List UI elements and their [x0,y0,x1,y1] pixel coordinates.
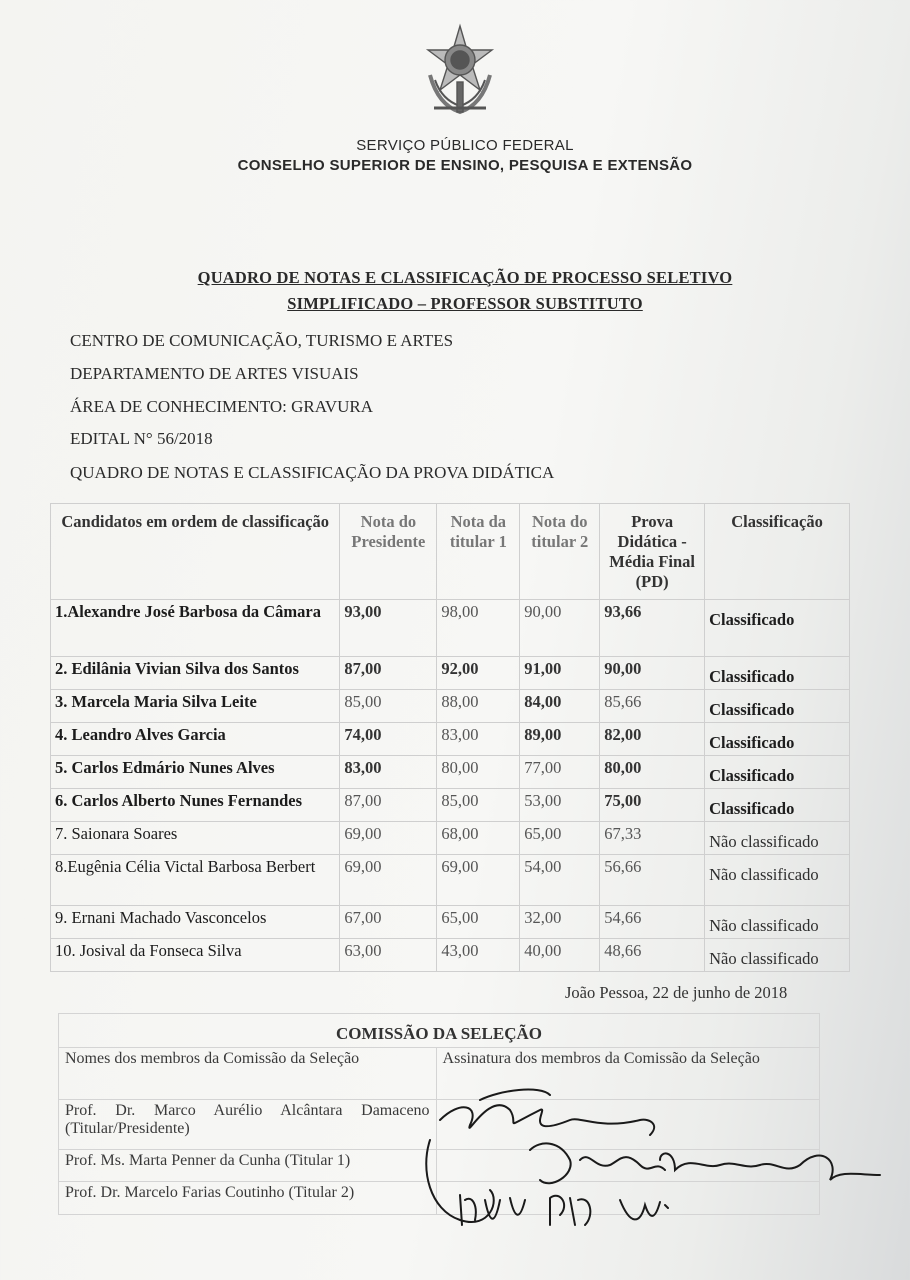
commission-member-1: Prof. Dr. Marco Aurélio Alcântara Damaceno (Titular/Presidente) [59,1100,437,1150]
grades-table [50,503,850,972]
table-row [51,822,850,855]
nota-presidente: 67,00 [340,906,437,939]
info-departamento: DEPARTAMENTO DE ARTES VISUAIS [70,364,359,383]
nota-titular-2: 40,00 [520,939,600,972]
nota-titular-1: 68,00 [437,822,520,855]
table-row [51,906,850,939]
status: Não classificado [705,939,850,972]
nota-titular-2: 89,00 [520,723,600,756]
table-row [51,723,850,756]
nota-presidente: 69,00 [340,822,437,855]
candidate-name: 4. Leandro Alves Garcia [51,723,340,756]
status: Não classificado [705,906,850,939]
media-final: 93,66 [600,600,705,657]
candidate-name: 2. Edilânia Vivian Silva dos Santos [51,657,340,690]
info-area: ÁREA DE CONHECIMENTO: GRAVURA [70,397,374,416]
nota-titular-1: 83,00 [437,723,520,756]
candidate-name: 7. Saionara Soares [51,822,340,855]
header-media-final: Prova Didática - Média Final (PD) [600,504,705,600]
candidate-name: 5. Carlos Edmário Nunes Alves [51,756,340,789]
table-row [51,789,850,822]
table-row [51,600,850,657]
candidate-name: 3. Marcela Maria Silva Leite [51,690,340,723]
nota-titular-2: 54,00 [520,855,600,906]
info-quadro: QUADRO DE NOTAS E CLASSIFICAÇÃO DA PROVA DIDÁTICA [70,463,555,482]
status: Classificado [705,600,850,657]
candidate-name: 8.Eugênia Célia Victal Barbosa Berbert [51,855,340,906]
media-final: 56,66 [600,855,705,906]
commission-col-signatures: Assinatura dos membros da Comissão da Seleção [436,1048,819,1100]
header-line-1: SERVIÇO PÚBLICO FEDERAL [356,137,574,154]
commission-member-2: Prof. Ms. Marta Penner da Cunha (Titular 1) [59,1150,437,1182]
coat-of-arms-icon [420,20,500,120]
nota-presidente: 87,00 [340,657,437,690]
commission-member-3: Prof. Dr. Marcelo Farias Coutinho (Titular 2) [59,1182,437,1215]
header-nota-titular-1: Nota da titular 1 [437,504,520,600]
nota-presidente: 69,00 [340,855,437,906]
header-candidatos: Candidatos em ordem de classificação [51,504,340,600]
table-row [51,756,850,789]
status: Classificado [705,723,850,756]
header-nota-presidente: Nota do Presidente [340,504,437,600]
media-final: 67,33 [600,822,705,855]
media-final: 48,66 [600,939,705,972]
media-final: 80,00 [600,756,705,789]
nota-titular-2: 65,00 [520,822,600,855]
nota-titular-1: 98,00 [437,600,520,657]
candidate-name: 6. Carlos Alberto Nunes Fernandes [51,789,340,822]
status: Não classificado [705,855,850,906]
nota-presidente: 93,00 [340,600,437,657]
nota-titular-1: 80,00 [437,756,520,789]
status: Classificado [705,756,850,789]
document-title-line-2: SIMPLIFICADO – PROFESSOR SUBSTITUTO [287,294,643,313]
commission-col-names: Nomes dos membros da Comissão da Seleção [59,1048,437,1100]
status: Não classificado [705,822,850,855]
media-final: 75,00 [600,789,705,822]
nota-titular-1: 69,00 [437,855,520,906]
document-date: João Pessoa, 22 de junho de 2018 [565,983,788,1002]
nota-presidente: 87,00 [340,789,437,822]
nota-presidente: 85,00 [340,690,437,723]
info-centro: CENTRO DE COMUNICAÇÃO, TURISMO E ARTES [70,331,454,350]
media-final: 82,00 [600,723,705,756]
nota-presidente: 74,00 [340,723,437,756]
nota-titular-1: 92,00 [437,657,520,690]
header-nota-titular-2: Nota do titular 2 [520,504,600,600]
nota-titular-2: 91,00 [520,657,600,690]
nota-titular-1: 65,00 [437,906,520,939]
table-row [51,855,850,906]
info-edital: EDITAL N° 56/2018 [70,429,213,448]
candidate-name: 9. Ernani Machado Vasconcelos [51,906,340,939]
nota-titular-2: 32,00 [520,906,600,939]
nota-titular-1: 43,00 [437,939,520,972]
nota-presidente: 83,00 [340,756,437,789]
table-row [51,657,850,690]
nota-titular-2: 84,00 [520,690,600,723]
header-classificacao: Classificação [705,504,850,600]
media-final: 85,66 [600,690,705,723]
nota-titular-2: 90,00 [520,600,600,657]
status: Classificado [705,690,850,723]
nota-titular-2: 53,00 [520,789,600,822]
status: Classificado [705,657,850,690]
handwritten-signatures [400,1080,900,1250]
media-final: 54,66 [600,906,705,939]
status: Classificado [705,789,850,822]
table-row [51,939,850,972]
nota-presidente: 63,00 [340,939,437,972]
nota-titular-1: 85,00 [437,789,520,822]
nota-titular-1: 88,00 [437,690,520,723]
candidate-name: 1.Alexandre José Barbosa da Câmara [51,600,340,657]
table-row [51,690,850,723]
document-title-line-1: QUADRO DE NOTAS E CLASSIFICAÇÃO DE PROCESSO SELETIVO [197,268,733,287]
header-line-2: CONSELHO SUPERIOR DE ENSINO, PESQUISA E EXTENSÃO [237,157,693,174]
nota-titular-2: 77,00 [520,756,600,789]
candidate-name: 10. Josival da Fonseca Silva [51,939,340,972]
media-final: 90,00 [600,657,705,690]
commission-title: COMISSÃO DA SELEÇÃO [59,1014,820,1048]
